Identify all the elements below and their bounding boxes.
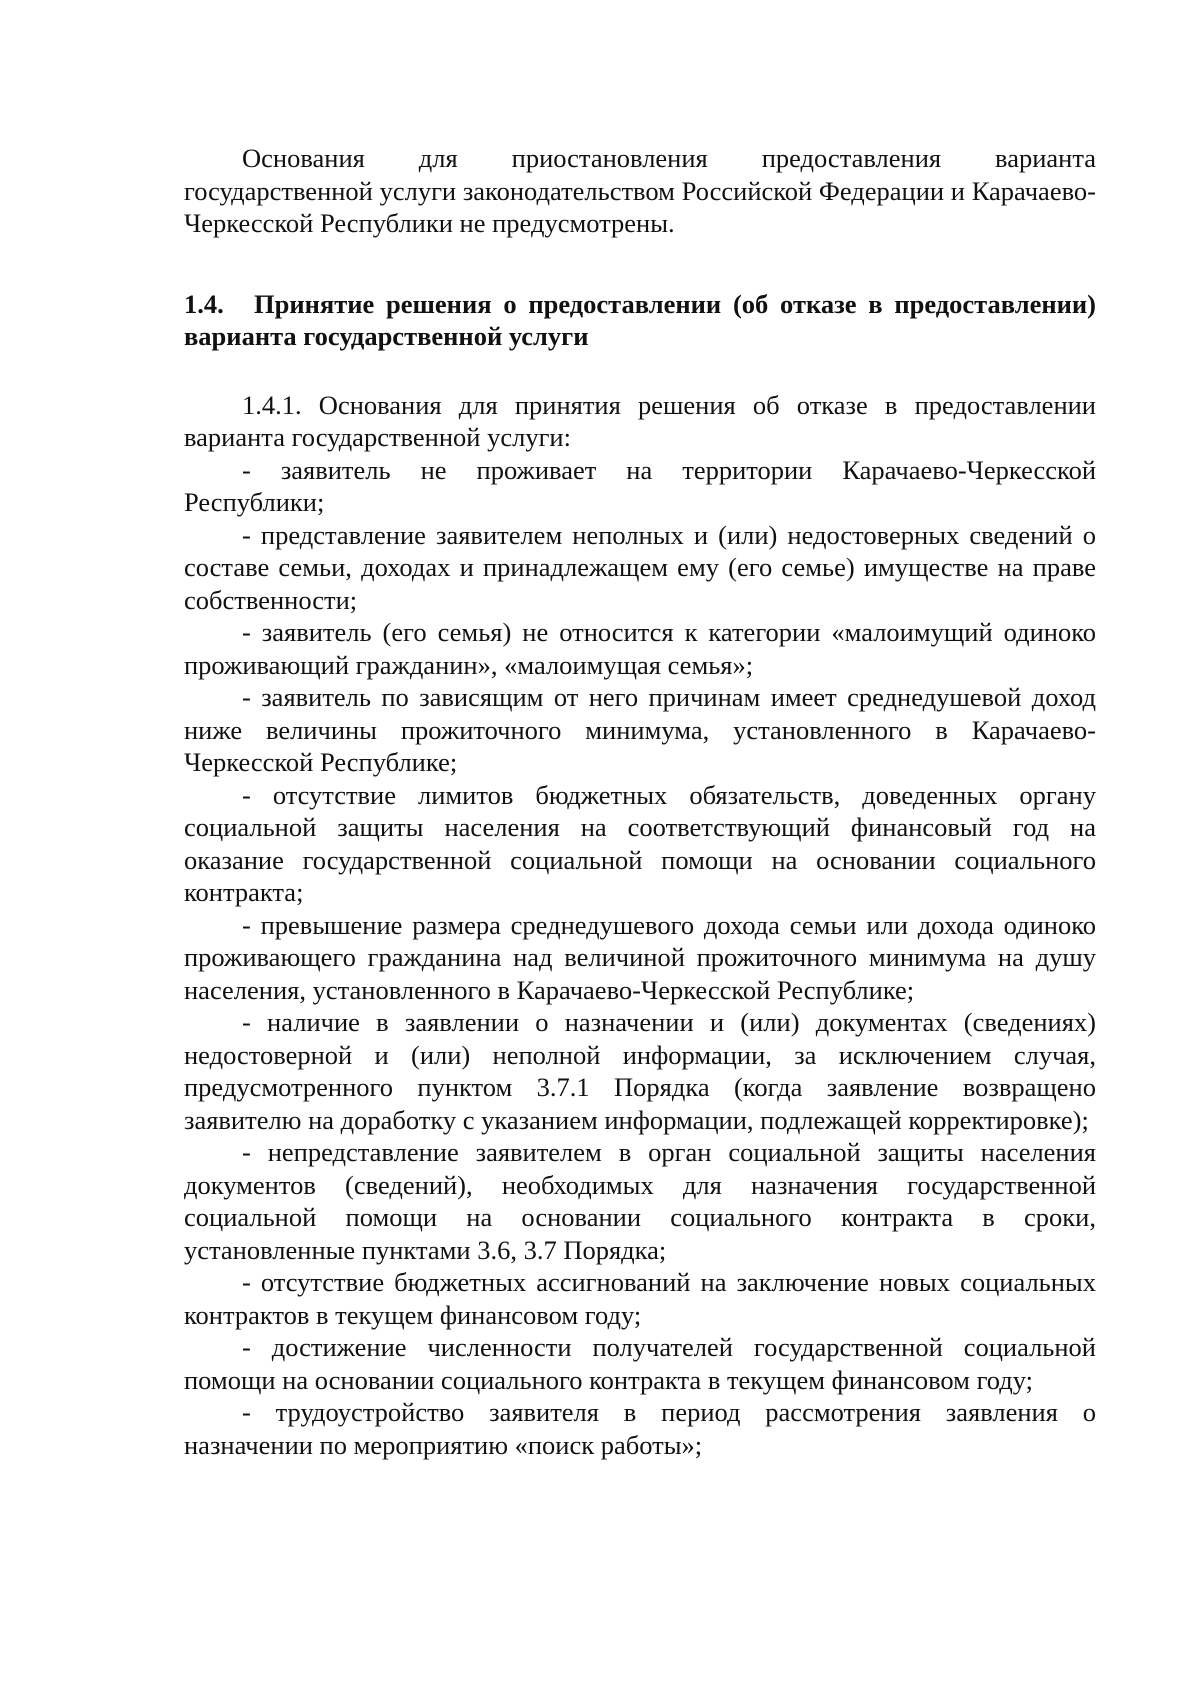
list-item: - превышение размера среднедушевого дохода семьи или дохода одиноко проживающего гражданина над величиной прожиточного минимума на душу населения, установленного в Карачаево-Черкесской Республике; [184, 909, 1096, 1005]
section-heading [184, 288, 1096, 353]
list-item: - непредставление заявителем в орган социальной защиты населения документов (сведений), необходимых для назначения государственной социальной помощи на основании социального контракта в сроки, установленные пунктами 3.6, 3.7 Порядка; [184, 1137, 1096, 1265]
section-title: Принятие решения о предоставлении (об отказе в предоставлении) варианта государственной услуги [184, 288, 1096, 351]
intro-paragraph: Основания для приостановления предоставления варианта государственной услуги законодательством Российской Федерации и Карачаево-Черкесской Республики не предусмотрены. [184, 143, 1096, 238]
list-item: - заявитель по зависящим от него причинам имеет среднедушевой доход ниже величины прожиточного минимума, установленного в Карачаево-Черкесской Республике; [184, 682, 1096, 777]
list-item: - представление заявителем неполных и (или) недостоверных сведений о составе семьи, доходах и принадлежащем ему (его семье) имуществе на праве собственности; [184, 519, 1096, 615]
lead-paragraph: 1.4.1. Основания для принятия решения об отказе в предоставлении варианта государственной услуги: [184, 389, 1096, 452]
section-number: 1.4. [184, 288, 224, 319]
list-item: - заявитель не проживает на территории Карачаево-Черкесской Республики; [184, 454, 1096, 517]
list-item: - отсутствие бюджетных ассигнований на заключение новых социальных контрактов в текущем финансовом году; [184, 1267, 1096, 1330]
list-item: - заявитель (его семья) не относится к категории «малоимущий одиноко проживающий гражданин», «малоимущая семья»; [184, 617, 1096, 680]
list-item: - наличие в заявлении о назначении и (или) документах (сведениях) недостоверной и (или) неполной информации, за исключением случая, предусмотренного пунктом 3.7.1 Порядка (когда заявление возвращено заявителю на доработку с указанием информации, подлежащей корректировке); [184, 1007, 1096, 1135]
list-item: - достижение численности получателей государственной социальной помощи на основании социального контракта в текущем финансовом году; [184, 1332, 1096, 1395]
list-item: - отсутствие лимитов бюджетных обязательств, доведенных органу социальной защиты населения на соответствующий финансовый год на оказание государственной социальной помощи на основании социального контракта; [184, 779, 1096, 907]
list-item: - трудоустройство заявителя в период рассмотрения заявления о назначении по мероприятию «поиск работы»; [184, 1397, 1096, 1460]
document-body [184, 142, 1096, 1461]
